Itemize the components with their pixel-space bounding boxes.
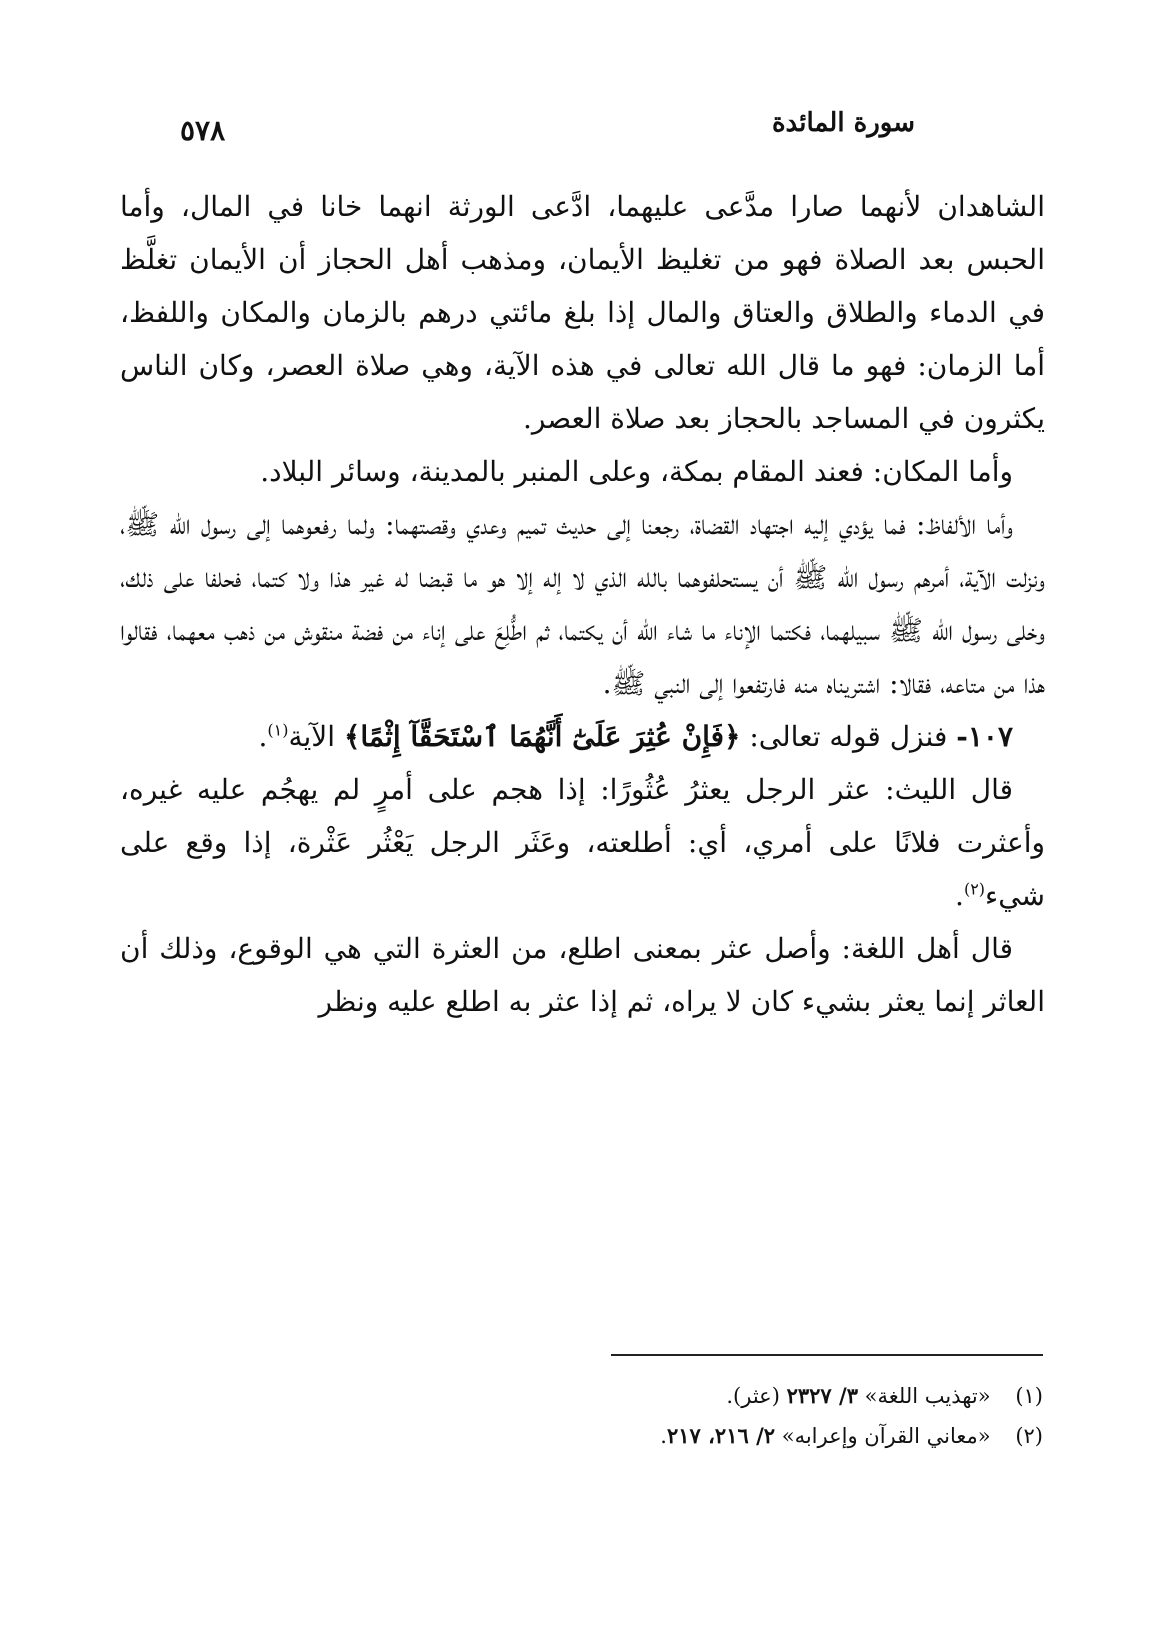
footnote-note: . [660,1424,667,1448]
footnotes [343,1376,1043,1456]
running-header [120,108,1045,148]
footnote-source: «معاني القرآن وإعرابه» [781,1424,991,1448]
footnote-reference: ٢/ ٢١٦، ٢١٧ [666,1423,776,1448]
verse-end: . [258,720,268,753]
footnote-number: (٢) [1015,1424,1043,1448]
paragraph-5 [120,763,1045,922]
main-text [120,180,1045,1028]
paragraph-5-end: . [955,879,964,912]
quran-quote: ﴿فَإِنْ عُثِرَ عَلَىٰٓ أَنَّهُمَا ٱسْتَحَقَّآ إِثْمًا﴾ [343,720,741,753]
verse-suffix: الآية [288,720,336,753]
verse-intro: فنزل قوله تعالى: [749,720,948,753]
paragraph-3: وأما الألفاظ: فما يؤدي إليه اجتهاد القضاة، رجعنا إلى حديث تميم وعدي وقصتهما: ولما رفعوهما إلى رسول الله ﷺ، ونزلت الآية، أمرهم رسول الله ﷺ أن يستحلفوهما بالله الذي لا إله إلا هو ما قبضا له غير هذا ولا كتما، فحلفا على ذلك، وخلى رسول الله ﷺ سبيلهما، فكتما الإناء ما شاء الله أن يكتما، ثم اطُّلِعَ على إناء من فضة منقوش من ذهب معهما، فقالوا هذا من متاعه، فقالا: اشتريناه منه فارتفعوا إلى النبي ﷺ. [120,508,1046,700]
footnote-source: «تهذيب اللغة» [864,1384,991,1408]
footnote-reference: ٣/ ٢٣٢٧ [786,1383,858,1408]
footnote-ref-1[interactable]: (١) [267,720,289,740]
paragraph-2: وأما المكان: فعند المقام بمكة، وعلى المنبر بالمدينة، وسائر البلاد. [260,455,1013,488]
footnote-ref-2[interactable]: (٢) [963,879,986,899]
footnote-number: (١) [1015,1384,1043,1408]
paragraph-1: الشاهدان لأنهما صارا مدَّعى عليهما، ادَّعى الورثة انهما خانا في المال، وأما الحبس بعد الصلاة فهو من تغليظ الأيمان، ومذهب أهل الحجاز أن الأيمان تغلَّظ في الدماء والطلاق والعتاق والمال إذا بلغ مائتي درهم بالزمان والمكان واللفظ، أما الزمان: فهو ما قال الله تعالى في هذه الآية، وهي صلاة العصر، وكان الناس يكثرون في المساجد بالحجاز بعد صلاة العصر. [120,190,1045,435]
paragraph-5-text: قال الليث: عثر الرجل يعثرُ عُثُورًا: إذا هجم على أمرٍ لم يهجُم عليه غيره، وأعثرت فلانًا على أمري، أي: أطلعته، وعَثَر الرجل يَعْثُر عَثْرة، إذا وقع على شيء [120,773,1045,912]
footnote-1 [343,1376,1043,1416]
footnote-2 [343,1416,1043,1456]
footnote-note: (عثر). [726,1384,780,1408]
paragraph-6: قال أهل اللغة: وأصل عثر بمعنى اطلع، من العثرة التي هي الوقوع، وذلك أن العاثر إنما يعثر بشيء كان لا يراه، ثم إذا عثر به اطلع عليه ونظر [120,932,1045,1018]
paragraph-verse-107 [120,710,1045,763]
surah-title: سورة المائدة [771,108,915,138]
page-number: ٥٧٨ [180,114,226,147]
verse-number: ١٠٧- [956,720,1013,753]
footnote-divider [611,1354,1043,1356]
